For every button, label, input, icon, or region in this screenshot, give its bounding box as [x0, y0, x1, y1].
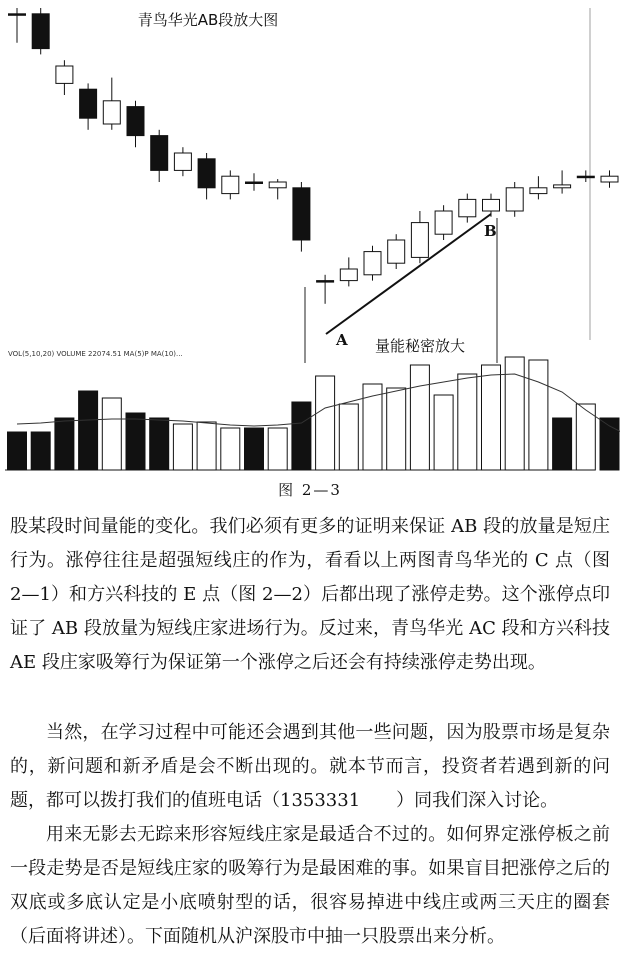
candle [601, 170, 618, 187]
volume-bar [55, 418, 74, 470]
candle [56, 60, 73, 95]
volume-bar [458, 374, 477, 470]
candle [317, 275, 334, 304]
volume-bar [221, 428, 240, 470]
candle [198, 153, 215, 199]
chart-title: 青鸟华光AB段放大图 [137, 11, 279, 29]
candle [9, 8, 26, 43]
candle-body [174, 153, 191, 170]
volume-bar [363, 384, 382, 470]
candle-body [554, 185, 571, 188]
candle [269, 179, 286, 199]
volume-bar [102, 398, 121, 470]
candle-body [293, 188, 310, 240]
volume-bar [150, 418, 169, 470]
candle-body [530, 188, 547, 194]
candle [340, 257, 357, 286]
candles-group [9, 8, 620, 304]
volume-annotation: 量能秘密放大 [375, 337, 466, 355]
candle-body [435, 211, 452, 234]
candle-body [388, 240, 405, 263]
candle-body [32, 14, 49, 49]
volume-bar [339, 404, 358, 470]
candle-body [80, 89, 97, 118]
candle-body [506, 188, 523, 211]
volume-bar [79, 391, 98, 470]
candle-body [601, 176, 618, 182]
candle-body [222, 176, 239, 193]
candle [483, 194, 500, 217]
candle-body [269, 182, 286, 188]
volume-bar [173, 424, 192, 470]
candle-body [246, 182, 263, 184]
candle-body [340, 269, 357, 281]
label-a: A [336, 331, 348, 349]
candle [80, 83, 97, 129]
candle-body [483, 199, 500, 211]
candle [435, 205, 452, 240]
volume-bar [31, 432, 50, 470]
candle-body [364, 252, 381, 275]
volume-bar [553, 418, 572, 470]
body-paragraph-3: 用来无影去无踪来形容短线庄家是最适合不过的。如何界定涨停板之前一段走势是否是短线庄家的吸筹行为是最困难的事。如果盲目把涨停之后的双底或多底认定是小底喷射型的话，很容易掉进中线庄或两三天庄的圈套（后面将讲述）。下面随机从沪深股市中抽一只股票出来分析。 [10, 824, 610, 947]
volume-bar [316, 376, 335, 470]
candle [388, 234, 405, 269]
body-paragraph-2: 当然，在学习过程中可能还会遇到其他一些问题，因为股票市场是复杂的，新问题和新矛盾是会不断出现的。就本节而言，投资者若遇到新的问题，都可以拨打我们的值班电话（1353331 ）同我们深入讨论。 [10, 722, 610, 811]
volume-bar [268, 428, 287, 470]
candle [554, 170, 571, 193]
volume-indicator-label: VOL(5,10,20) VOLUME 22074.51 MA(5)P MA(10)... [8, 350, 183, 358]
candle-body [56, 66, 73, 83]
candle-body [151, 136, 168, 171]
candle-body [9, 14, 26, 16]
candle [127, 101, 144, 147]
candle-body [198, 159, 215, 188]
volume-bars-group [8, 357, 620, 470]
candle [293, 182, 310, 252]
candle [222, 170, 239, 199]
volume-bar [482, 365, 501, 470]
candle-body [317, 281, 334, 283]
volume-bar [387, 388, 406, 470]
candle [32, 8, 49, 54]
volume-bar [529, 360, 548, 470]
candle [174, 147, 191, 176]
volume-bar [8, 432, 27, 470]
candle [459, 194, 476, 223]
candle-body [459, 199, 476, 216]
candle [577, 170, 594, 182]
candle [364, 246, 381, 281]
candle [103, 78, 120, 130]
label-b: B [484, 222, 497, 240]
volume-bar [197, 422, 216, 470]
candle-body [103, 101, 120, 124]
volume-bar [126, 413, 145, 470]
candle-body [411, 223, 428, 258]
candlestick-chart [0, 0, 620, 475]
candle [246, 173, 263, 190]
volume-bar [410, 365, 429, 470]
volume-bar [245, 428, 264, 470]
candle [506, 182, 523, 217]
candle [411, 211, 428, 263]
candle [530, 176, 547, 199]
candle-body [577, 176, 594, 178]
candle [151, 130, 168, 182]
figure-caption: 图 2—3 [278, 481, 342, 499]
volume-bar [434, 395, 453, 470]
body-paragraph-1: 股某段时间量能的变化。我们必须有更多的证明来保证 AB 段的放量是短庄行为。涨停往往是超强短线庄的作为，看看以上两图青鸟华光的 C 点（图 2—1）和方兴科技的 E 点（图 2—2）后都出现了涨停走势。这个涨停点印证了 AB 段放量为短线庄家进场行为。反过来，青鸟华光 AC 段和方兴科技 AE 段庄家吸筹行为保证第一个涨停之后还会有持续涨停走势出现。 [10, 516, 610, 673]
volume-bar [292, 402, 311, 470]
candle-body [127, 107, 144, 136]
